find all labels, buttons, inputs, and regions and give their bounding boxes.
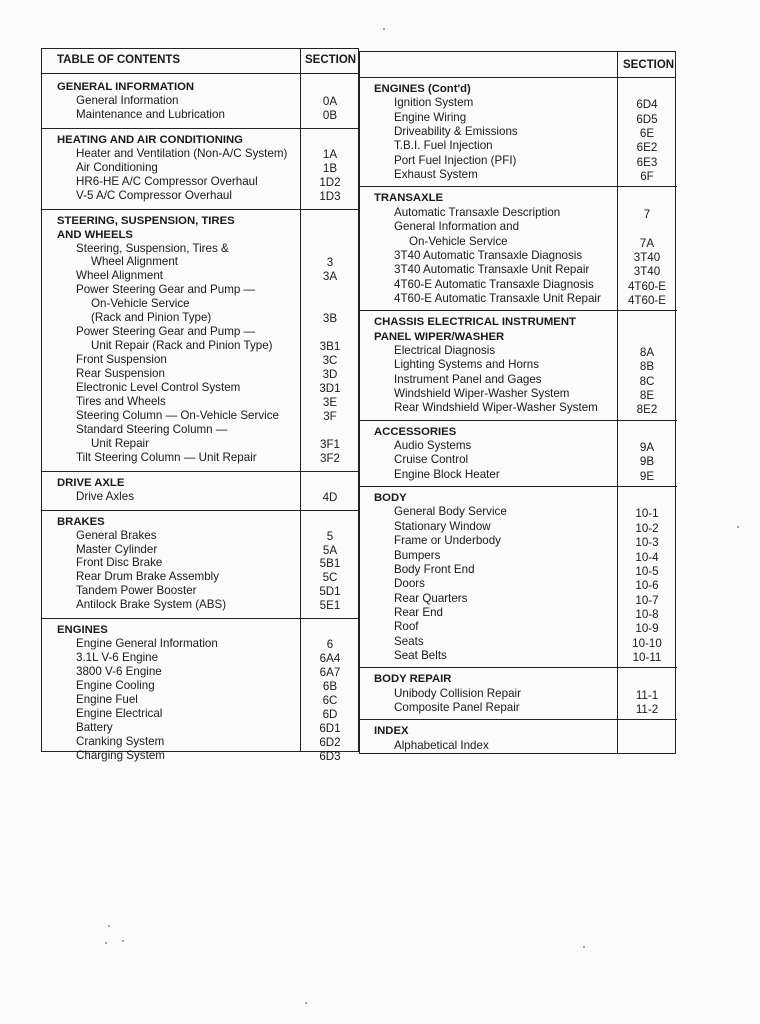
toc-entry-text: Stationary Window [394, 519, 491, 533]
section-number: 3T40 [633, 265, 661, 279]
toc-entry-text: Tires and Wheels [76, 394, 166, 408]
toc-entry-text: Engine Wiring [394, 110, 467, 124]
section-number: 10-1 [635, 507, 659, 521]
toc-entry-text: Maintenance and Lubrication [76, 107, 225, 121]
toc-title: TABLE OF CONTENTS [57, 54, 181, 66]
section-number: 8E [639, 389, 655, 402]
section-number: 9B [639, 455, 655, 469]
toc-entry-text: On-Vehicle Service [409, 234, 508, 248]
section-number: 6 [326, 638, 334, 652]
toc-entry-text: Tilt Steering Column — Unit Repair [76, 450, 257, 464]
section-number: 3D1 [319, 382, 341, 395]
section-number: 6D4 [636, 98, 658, 112]
section-number: 8E2 [636, 403, 658, 417]
toc-entry-text: V-5 A/C Compressor Overhaul [76, 188, 232, 202]
toc-entry-text: General Information [76, 93, 179, 107]
toc-entry-text: 4T60-E Automatic Transaxle Diagnosis [394, 277, 594, 291]
toc-entry-text: Front Suspension [76, 353, 167, 367]
toc-entry-text: Engine General Information [76, 637, 218, 651]
section-number: 3F1 [320, 437, 340, 451]
group-heading: DRIVE AXLE [57, 476, 125, 489]
section-number: 7 [643, 207, 651, 221]
toc-entry-text: Doors [394, 577, 425, 591]
section-number: 3E [322, 395, 338, 409]
toc-entry-text: Rear Quarters [394, 591, 468, 605]
section-number: 5A [322, 543, 338, 557]
group-heading: AND WHEELS [57, 228, 133, 241]
section-number: 4T60-E [627, 293, 667, 307]
toc-entry-text: Port Fuel Injection (PFI) [394, 153, 517, 167]
section-number: 9E [639, 469, 655, 483]
section-number: 3T40 [633, 250, 661, 264]
section-number: 5B1 [319, 557, 341, 571]
toc-entry-text: Electronic Level Control System [76, 381, 241, 394]
toc-entry-text: (Rack and Pinion Type) [91, 311, 212, 325]
group-heading: HEATING AND AIR CONDITIONING [57, 133, 243, 146]
toc-entry-text: Windshield Wiper-Washer System [394, 387, 570, 400]
section-number: 6D2 [319, 735, 341, 749]
toc-entry-text: HR6-HE A/C Compressor Overhaul [76, 174, 258, 188]
toc-entry-text: Engine Cooling [76, 679, 155, 693]
group-heading: CHASSIS ELECTRICAL INSTRUMENT [374, 316, 576, 329]
toc-entry-text: General Brakes [76, 528, 157, 542]
toc-entry-text: Cruise Control [394, 453, 469, 467]
toc-entry-text: Roof [394, 620, 419, 634]
toc-entry-text: Instrument Panel and Gages [394, 372, 542, 386]
toc-entry-text: Engine Block Heater [394, 467, 500, 481]
toc-entry-text: 3T40 Automatic Transaxle Diagnosis [394, 248, 583, 262]
section-number: 8A [639, 345, 655, 359]
group-divider [42, 510, 360, 511]
section-column-header: SECTION [305, 54, 357, 66]
section-number: 10-5 [635, 564, 659, 578]
group-divider [360, 186, 677, 187]
group-divider [360, 420, 677, 421]
toc-entry-text: Rear End [394, 605, 443, 619]
section-number: 10-4 [635, 550, 659, 564]
toc-entry-text: 3.1L V-6 Engine [76, 651, 159, 665]
toc-entry-text: Unit Repair [91, 436, 149, 450]
group-heading: TRANSAXLE [374, 192, 444, 205]
toc-entry-text: Seats [394, 634, 424, 648]
toc-entry-text: Wheel Alignment [91, 255, 178, 269]
section-number: 3 [326, 256, 334, 270]
toc-entry-text: 3800 V-6 Engine [76, 665, 162, 679]
toc-entry-text: Rear Windshield Wiper-Washer System [394, 401, 598, 415]
section-number: 3B [322, 312, 338, 326]
toc-entry-text: Cranking System [76, 734, 165, 748]
section-number: 10-9 [635, 622, 659, 636]
toc-entry-text: 3T40 Automatic Transaxle Unit Repair [394, 263, 590, 277]
toc-entry-text: Alphabetical Index [394, 738, 489, 752]
toc-entry-text: Lighting Systems and Horns [394, 358, 539, 372]
toc-entry-text: T.B.I. Fuel Injection [394, 139, 493, 153]
section-column-header: SECTION [623, 59, 675, 71]
section-number: 3D [322, 368, 338, 382]
toc-entry-text: Electrical Diagnosis [394, 343, 496, 357]
section-number: 0A [322, 94, 338, 108]
section-number: 1D3 [319, 189, 341, 203]
toc-entry-text: Audio Systems [394, 439, 472, 453]
section-number: 10-7 [635, 593, 659, 607]
section-number: 6D5 [636, 112, 658, 126]
toc-entry-text: Rear Suspension [76, 367, 165, 381]
section-number: 10-8 [635, 607, 659, 621]
toc-entry-text: Standard Steering Column — [76, 422, 228, 436]
section-number: 8C [639, 374, 655, 388]
toc-entry-text: General Body Service [394, 505, 507, 519]
section-number: 11-2 [635, 703, 659, 716]
section-number: 4T60-E [627, 279, 667, 293]
group-heading: BRAKES [57, 515, 105, 528]
toc-entry-text: Driveability & Emissions [394, 125, 518, 139]
section-number: 5C [322, 571, 338, 585]
toc-entry-text: Engine Fuel [76, 693, 138, 706]
section-number: 10-10 [632, 636, 662, 650]
section-number: 6A7 [319, 666, 341, 680]
toc-entry-text: Exhaust System [394, 168, 478, 182]
toc-entry-text: 4T60-E Automatic Transaxle Unit Repair [394, 291, 601, 305]
group-heading: ENGINES (Cont'd) [374, 83, 471, 95]
toc-right-header-row [360, 52, 675, 78]
toc-entry-text: Heater and Ventilation (Non-A/C System) [76, 146, 288, 160]
section-number: 4D [322, 490, 338, 504]
group-divider [360, 667, 677, 668]
section-number: 6A4 [319, 652, 341, 666]
group-heading: INDEX [374, 725, 409, 738]
section-number: 6E2 [636, 141, 658, 155]
section-number: 6E [639, 127, 655, 141]
section-number: 3F2 [320, 451, 340, 465]
section-number: 7A [639, 236, 655, 250]
toc-entry-text: Steering Column — On-Vehicle Service [76, 408, 279, 422]
section-number: 6D1 [319, 721, 341, 735]
toc-entry-text: Charging System [76, 748, 165, 762]
toc-entry-text: Power Steering Gear and Pump — [76, 325, 256, 339]
toc-entry-text: Frame or Underbody [394, 534, 501, 548]
toc-entry-text: Battery [76, 720, 113, 734]
group-heading: BODY REPAIR [374, 673, 452, 686]
toc-entry-text: Composite Panel Repair [394, 701, 520, 714]
group-heading: STEERING, SUSPENSION, TIRES [57, 214, 235, 227]
toc-entry-text: General Information and [394, 220, 520, 234]
section-number: 10-6 [635, 579, 659, 593]
toc-entry-text: Wheel Alignment [76, 269, 163, 283]
section-number: 8B [639, 360, 655, 374]
toc-entry-text: Bumpers [394, 548, 441, 562]
toc-entry-text: Antilock Brake System (ABS) [76, 598, 227, 612]
section-number: 3B1 [319, 340, 341, 354]
group-heading: ENGINES [57, 624, 108, 637]
section-number: 6B [322, 680, 338, 694]
toc-left-header-row [42, 49, 358, 74]
toc-entry-text: Power Steering Gear and Pump — [76, 283, 256, 297]
section-number: 3C [322, 354, 338, 368]
section-number: 1B [322, 161, 338, 175]
toc-entry-text: Automatic Transaxle Description [394, 205, 561, 219]
toc-right-table [359, 51, 676, 754]
section-number: 5E1 [319, 599, 341, 613]
toc-entry-text: On-Vehicle Service [91, 297, 190, 311]
toc-entry-text: Unit Repair (Rack and Pinion Type) [91, 339, 273, 353]
toc-entry-text: Seat Belts [394, 648, 447, 662]
toc-entry-text: Unibody Collision Repair [394, 686, 521, 700]
group-heading: PANEL WIPER/WASHER [374, 330, 505, 343]
toc-entry-text: Tandem Power Booster [76, 584, 197, 598]
section-number: 9A [639, 441, 655, 455]
section-number: 10-11 [632, 650, 662, 664]
section-number: 1A [322, 147, 338, 161]
section-number: 6D3 [319, 749, 341, 763]
toc-entry-text: Air Conditioning [76, 160, 158, 174]
toc-entry-text: Rear Drum Brake Assembly [76, 570, 220, 584]
group-divider [42, 128, 360, 129]
toc-entry-text: Engine Electrical [76, 706, 163, 720]
section-number: 6D [322, 707, 338, 721]
section-number: 5 [326, 529, 334, 543]
group-heading: ACCESSORIES [374, 425, 457, 438]
toc-entry-text: Master Cylinder [76, 542, 158, 556]
section-number: 11-1 [635, 688, 659, 702]
group-divider [42, 471, 360, 472]
section-number: 5D1 [319, 585, 341, 599]
group-heading: BODY [374, 492, 407, 505]
toc-entry-text: Steering, Suspension, Tires & [76, 241, 229, 255]
toc-entry-text: Body Front End [394, 562, 475, 576]
group-divider [360, 719, 677, 720]
section-number: 3A [322, 270, 338, 284]
group-divider [360, 310, 677, 311]
group-heading: GENERAL INFORMATION [57, 81, 195, 93]
section-number: 6C [322, 694, 338, 707]
section-number: 6F [640, 170, 654, 184]
toc-entry-text: Front Disc Brake [76, 556, 163, 570]
section-number: 6E3 [636, 155, 658, 169]
toc-entry-text: Drive Axles [76, 489, 134, 503]
section-number: 10-3 [635, 536, 659, 550]
section-number: 1D2 [319, 175, 341, 189]
group-divider [42, 209, 360, 210]
group-divider [360, 486, 677, 487]
toc-left-table [41, 48, 359, 763]
toc-entry-text: Ignition System [394, 96, 474, 110]
group-divider [42, 618, 360, 619]
section-number: 3F [323, 409, 337, 423]
section-number: 0B [322, 108, 338, 122]
section-number: 10-2 [635, 521, 659, 535]
